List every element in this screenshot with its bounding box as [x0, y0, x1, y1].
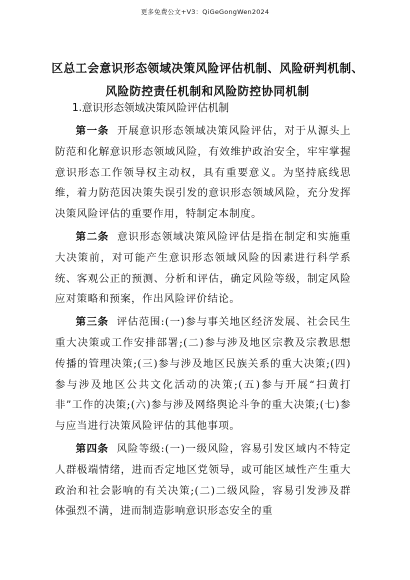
- article-paragraph: [55, 312, 351, 437]
- article-text: 评估范围:(一)参与事关地区经济发展、社会民生重大决策或工作安排部署;(二)参与涉及地区宗教及宗教思想传播的管理决策;(三)参与涉及地区民族关系的重大决策;(四)参与涉及地区公共文化活动的决策;(五)参与开展“扫黄打非”工作的决策;(六)参与涉及网络舆论斗争的重大决策;(七)参与应当进行决策风险评估的其他事项。: [55, 316, 351, 433]
- header-note: 更多免费公文+V3：QiGeGongWen2024: [140, 8, 270, 16]
- document-title-line-1: 区总工会意识形态领域决策风险评估机制、风险研判机制、: [51, 61, 364, 75]
- article-text: 开展意识形态领域决策风险评估，对于从源头上防范和化解意识形态领域风险，有效维护政治安全，牢牢掌握意识形态工作领导权主动权，具有重要意义。为坚持底线思维，着力防范因决策失误引发的意识形态领域风险，充分发挥决策风险评估的重要作用，特制定本制度。: [55, 125, 352, 221]
- article-text: 意识形态领域决策风险评估是指在制定和实施重大决策前，对可能产生意识形态领域风险的因素进行科学系统、客观公正的预测、分析和评估，确定风险等级，制定风险应对策略和预案，作出风险评价结论。: [55, 230, 352, 306]
- article-text: 风险等级:(一)一级风险，容易引发区域内不特定人群极端情绪，进而否定地区党领导，或可能区域性产生重大政治和社会影响的有关决策;(二)二级风险，容易引发涉及群体强烈不满，进而制造影响意识形态安全的重: [55, 442, 351, 518]
- article-paragraph: [55, 227, 351, 310]
- section-heading: 1.意识形态领域决策风险评估机制: [72, 102, 230, 114]
- article-paragraph: [55, 121, 351, 225]
- document-title-line-2: 风险防控责任机制和风险防控协同机制: [105, 84, 310, 98]
- article-label: 第二条: [75, 230, 110, 243]
- article-label: 第一条: [75, 125, 110, 137]
- article-label: 第四条: [75, 442, 109, 455]
- article-label: 第三条: [75, 316, 109, 329]
- article-paragraph: [55, 439, 351, 522]
- document-body: [55, 121, 351, 524]
